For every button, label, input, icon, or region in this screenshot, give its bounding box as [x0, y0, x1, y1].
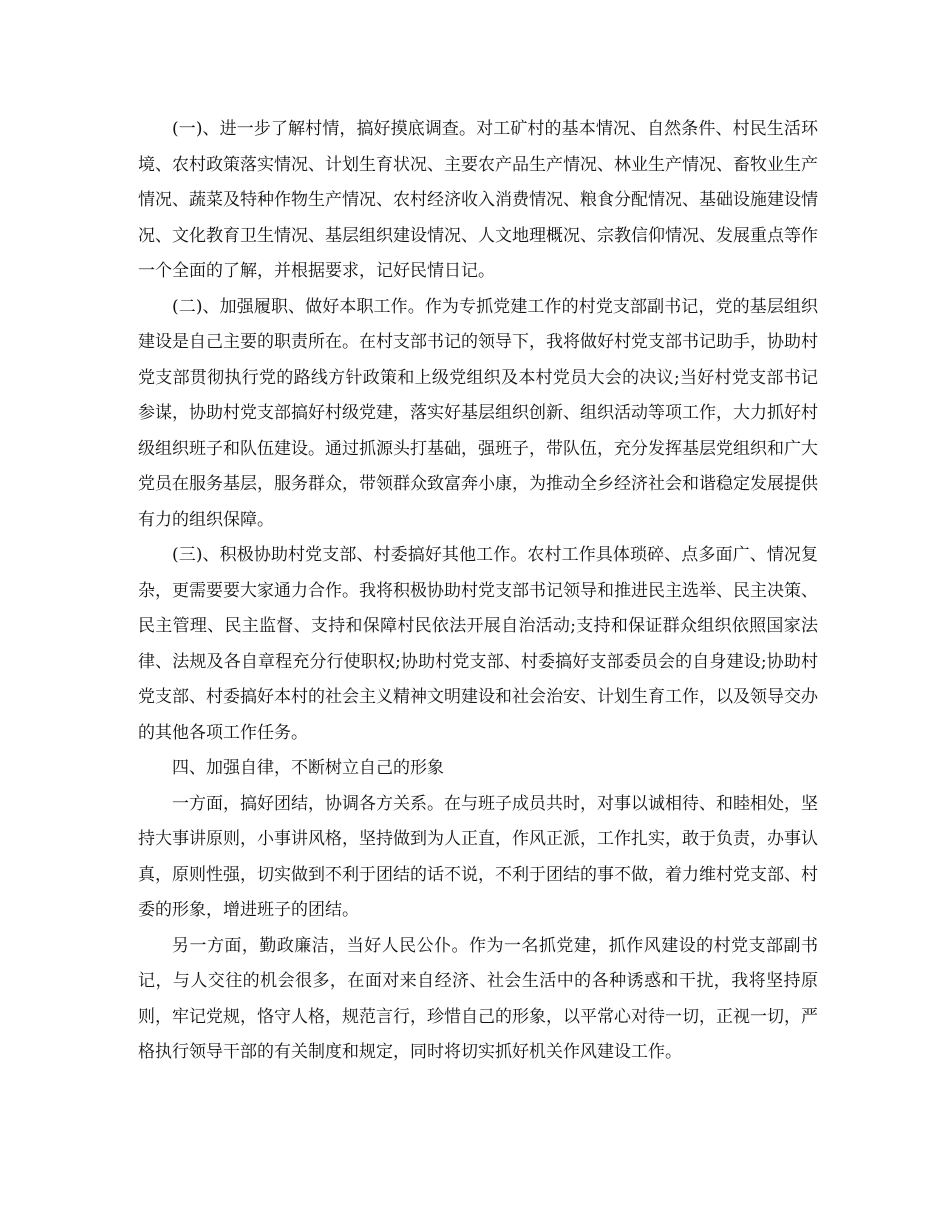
paragraph-duties: (二)、加强履职、做好本职工作。作为专抓党建工作的村党支部副书记，党的基层组织建设是自己主要的职责所在。在村支部书记的领导下，我将做好村党支部书记助手，协助村党支部贯彻执行党的路线方针政策和上级党组织及本村党员大会的决议;当好村党支部书记参谋，协助村党支部搞好村级党建，落实好基层组织创新、组织活动等项工作，大力抓好村级组织班子和队伍建设。通过抓源头打基础，强班子，带队伍，充分发挥基层党组织和广大党员在服务基层，服务群众，带领群众致富奔小康，为推动全乡经济社会和谐稳定发展提供有力的组织保障。	[138, 296, 818, 530]
paragraph-unity: 一方面，搞好团结，协调各方关系。在与班子成员共时，对事以诚相待、和睦相处，坚持大事讲原则，小事讲风格，坚持做到为人正直，作风正派，工作扎实，敢于负责，办事认真，原则性强，切实做到不利于团结的话不说，不利于团结的事不做，着力维村党支部、村委的形象，增进班子的团结。	[138, 793, 818, 920]
document-body	[138, 112, 818, 1071]
paragraph-integrity: 另一方面，勤政廉洁，当好人民公仆。作为一名抓党建，抓作风建设的村党支部副书记，与人交往的机会很多，在面对来自经济、社会生活中的各种诱惑和干扰，我将坚持原则，牢记党规，恪守人格，规范言行，珍惜自己的形象，以平常心对待一切，正视一切，严格执行领导干部的有关制度和规定，同时将切实抓好机关作风建设工作。	[138, 935, 818, 1062]
paragraph-assist: (三)、积极协助村党支部、村委搞好其他工作。农村工作具体琐碎、点多面广、情况复杂，更需要要大家通力合作。我将积极协助村党支部书记领导和推进民主选举、民主决策、民主管理、民主监督、支持和保障村民依法开展自治活动;支持和保证群众组织依照国家法律、法规及各自章程充分行使职权;协助村党支部、村委搞好支部委员会的自身建设;协助村党支部、村委搞好本村的社会主义精神文明建设和社会治安、计划生育工作，以及领导交办的其他各项工作任务。	[138, 545, 818, 743]
paragraph-survey: (一)、进一步了解村情，搞好摸底调查。对工矿村的基本情况、自然条件、村民生活环境、农村政策落实情况、计划生育状况、主要农产品生产情况、林业生产情况、畜牧业生产情况、蔬菜及特种作物生产情况、农村经济收入消费情况、粮食分配情况、基础设施建设情况、文化教育卫生情况、基层组织建设情况、人文地理概况、宗教信仰情况、发展重点等作一个全面的了解，并根据要求，记好民情日记。	[138, 119, 818, 281]
section-heading-self-discipline: 四、加强自律，不断树立自己的形象	[172, 758, 444, 778]
